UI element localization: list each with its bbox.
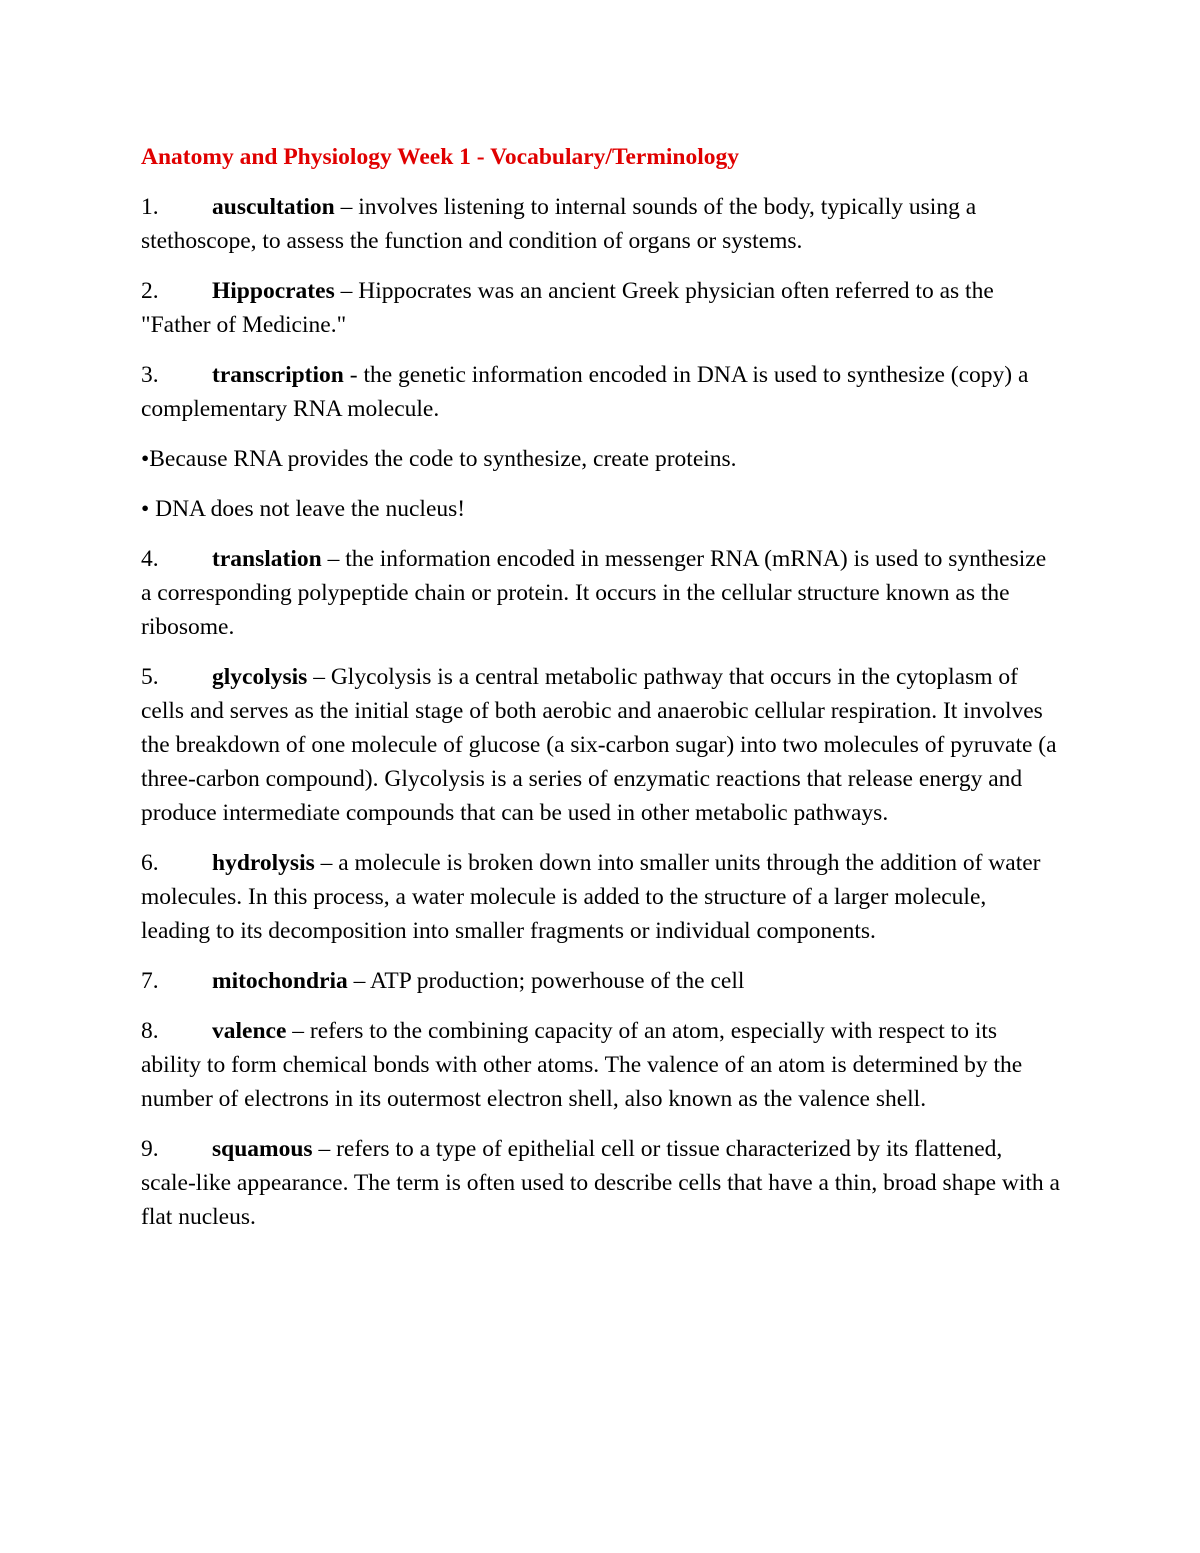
entry-term: hydrolysis bbox=[212, 850, 315, 876]
entry-definition: refers to a type of epithelial cell or tissue characterized by its flattened, scale-like appearance. The term is often used to describe cells that have a thin, broad shape with a flat nucleus. bbox=[141, 1136, 1060, 1230]
entry-definition: Glycolysis is a central metabolic pathway that occurs in the cytoplasm of cells and serves as the initial stage of both aerobic and anaerobic cellular respiration. It involves the breakdown of one molecule of glucose (a six-carbon sugar) into two molecules of pyruvate (a three-carbon compound). Glycolysis is a series of enzymatic reactions that release energy and produce intermediate compounds that can be used in other metabolic pathways. bbox=[141, 664, 1057, 826]
entry-separator: - bbox=[343, 362, 364, 388]
document-body bbox=[141, 140, 1061, 1250]
entry-number: 2. bbox=[141, 278, 159, 304]
vocab-entry bbox=[141, 542, 1061, 644]
vocab-entry bbox=[141, 964, 1061, 998]
entry-term: mitochondria bbox=[212, 968, 348, 994]
entry-term: transcription bbox=[212, 362, 344, 388]
entry-note: •Because RNA provides the code to synthesize, create proteins. bbox=[141, 446, 737, 472]
entry-term: valence bbox=[212, 1018, 287, 1044]
entry-number: 5. bbox=[141, 664, 159, 690]
entry-term: translation bbox=[212, 546, 322, 572]
entry-definition: the information encoded in messenger RNA (mRNA) is used to synthesize a corresponding polypeptide chain or protein. It occurs in the cellular structure known as the ribosome. bbox=[141, 546, 1047, 640]
entry-separator: – bbox=[314, 850, 339, 876]
entry-separator: – bbox=[334, 194, 359, 220]
entry-definition: a molecule is broken down into smaller units through the addition of water molecules. In this process, a water molecule is added to the structure of a larger molecule, leading to its decomposition into smaller fragments or individual components. bbox=[141, 850, 1041, 944]
entry-separator: – bbox=[307, 664, 331, 690]
vocab-entry bbox=[141, 846, 1061, 948]
entry-definition: refers to the combining capacity of an atom, especially with respect to its ability to form chemical bonds with other atoms. The valence of an atom is determined by the number of electrons in its outermost electron shell, also known as the valence shell. bbox=[141, 1018, 1023, 1112]
vocab-entry bbox=[141, 1132, 1061, 1234]
vocab-entry bbox=[141, 358, 1061, 426]
vocab-entry bbox=[141, 190, 1061, 258]
entry-number: 4. bbox=[141, 546, 159, 572]
entry-number: 7. bbox=[141, 968, 159, 994]
entry-number: 6. bbox=[141, 850, 159, 876]
entry-term: squamous bbox=[212, 1136, 313, 1162]
entry-definition: ATP production; powerhouse of the cell bbox=[370, 968, 745, 994]
vocab-entry bbox=[141, 660, 1061, 830]
entry-separator: – bbox=[312, 1136, 337, 1162]
entry-separator: – bbox=[321, 546, 346, 572]
entry-number: 3. bbox=[141, 362, 159, 388]
entry-separator: – bbox=[334, 278, 359, 304]
document-title: Anatomy and Physiology Week 1 - Vocabulary/Terminology bbox=[141, 144, 740, 170]
entry-term: auscultation bbox=[212, 194, 335, 220]
vocab-entry bbox=[141, 1014, 1061, 1116]
entry-definition: the genetic information encoded in DNA is used to synthesize (copy) a complementary RNA molecule. bbox=[141, 362, 1029, 422]
entry-number: 1. bbox=[141, 194, 159, 220]
entry-note: • DNA does not leave the nucleus! bbox=[141, 496, 466, 522]
entry-definition: involves listening to internal sounds of the body, typically using a stethoscope, to assess the function and condition of organs or systems. bbox=[141, 194, 977, 254]
entry-definition: Hippocrates was an ancient Greek physician often referred to as the "Father of Medicine." bbox=[141, 278, 994, 338]
entry-separator: – bbox=[347, 968, 370, 994]
entry-term: glycolysis bbox=[212, 664, 308, 690]
entry-separator: – bbox=[286, 1018, 310, 1044]
entry-number: 9. bbox=[141, 1136, 159, 1162]
entry-term: Hippocrates bbox=[212, 278, 335, 304]
entry-number: 8. bbox=[141, 1018, 159, 1044]
vocab-entry bbox=[141, 274, 1061, 342]
